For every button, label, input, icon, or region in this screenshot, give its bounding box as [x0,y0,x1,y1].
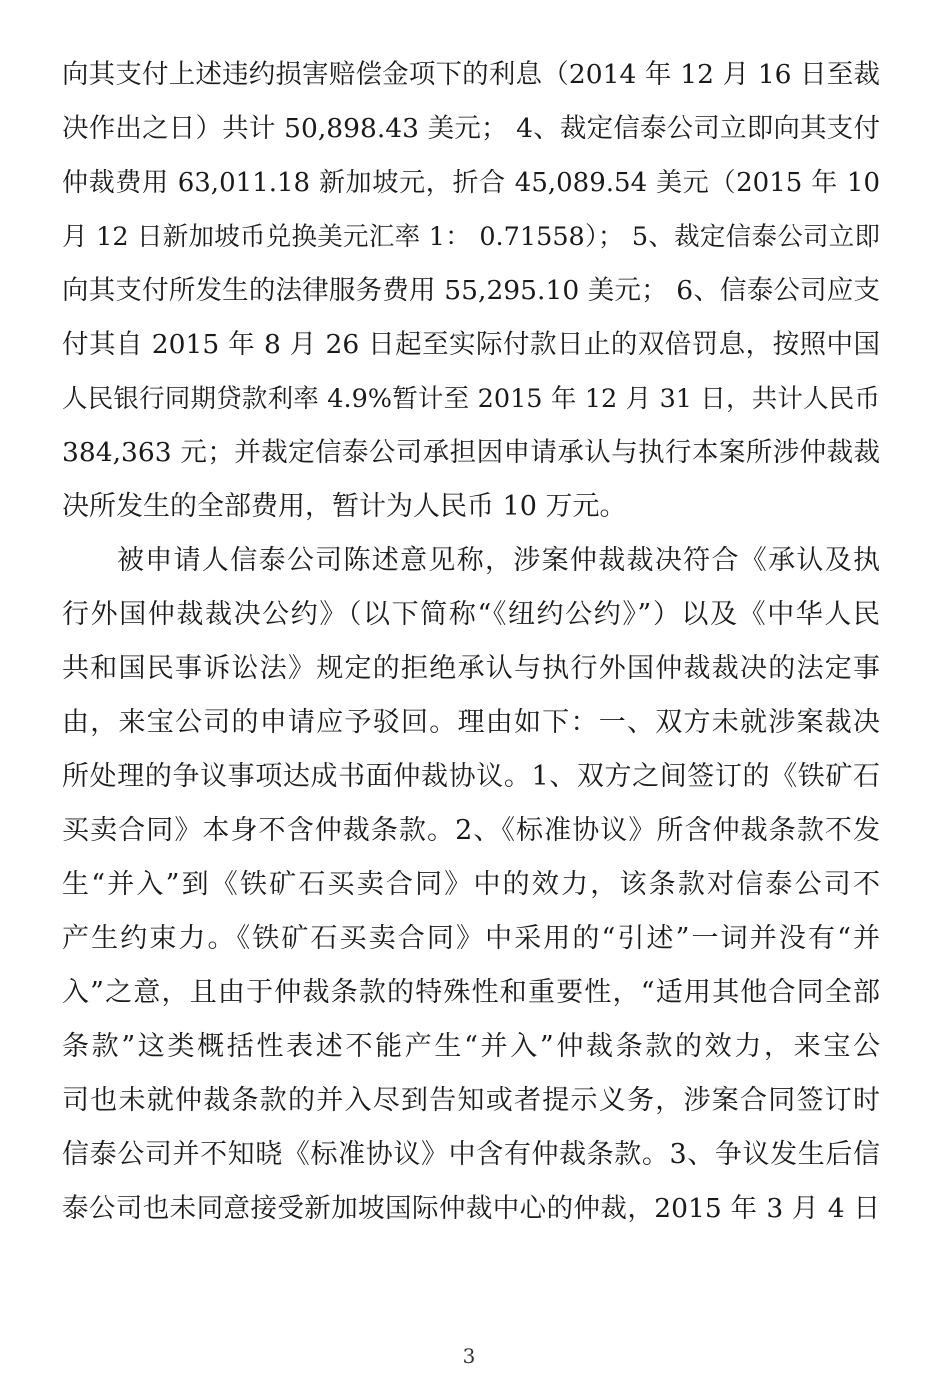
text-line: 仲裁费用 63,011.18 新加坡元，折合 45,089.54 美元（2015 年 10 [62,168,880,198]
text-line: 付其自 2015 年 8 月 26 日起至实际付款日止的双倍罚息，按照中国 [62,329,880,360]
page-number: 3 [462,1344,476,1368]
text-line: 买卖合同》本身不含仲裁条款。2、《标准协议》所含仲裁条款不发 [62,815,880,846]
text-line: 司也未就仲裁条款的并入尽到告知或者提示义务，涉案合同签订时 [62,1085,880,1116]
text-line: 所处理的争议事项达成书面仲裁协议。1、双方之间签订的《铁矿石 [62,761,880,792]
text-line: 人民银行同期贷款利率 4.9%暂计至 2015 年 12 月 31 日，共计人民币 [62,384,880,414]
text-line: 由，来宝公司的申请应予驳回。理由如下：一、双方未就涉案裁决 [62,707,880,738]
paragraph-first-line: 被申请人信泰公司陈述意见称，涉案仲裁裁决符合《承认及执 [117,545,880,576]
text-line: 行外国仲裁裁决公约》（以下简称“《纽约公约》”）以及《中华人民 [62,599,880,630]
text-line: 条款”这类概括性表述不能产生“并入”仲裁条款的效力，来宝公 [62,1031,880,1062]
text-line: 泰公司也未同意接受新加坡国际仲裁中心的仲裁，2015 年 3 月 4 日 [62,1193,880,1224]
text-line: 共和国民事诉讼法》规定的拒绝承认与执行外国仲裁裁决的法定事 [62,653,880,684]
text-line: 月 12 日新加坡币兑换美元汇率 1： 0.71558）； 5、裁定信泰公司立即 [62,222,880,252]
text-line: 入”之意，且由于仲裁条款的特殊性和重要性，“适用其他合同全部 [62,977,880,1008]
text-line: 信泰公司并不知晓《标准协议》中含有仲裁条款。3、争议发生后信 [62,1139,880,1170]
text-line: 向其支付上述违约损害赔偿金项下的利息（2014 年 12 月 16 日至裁 [62,59,880,90]
text-line: 生“并入”到《铁矿石买卖合同》中的效力，该条款对信泰公司不 [62,869,880,900]
text-line: 决作出之日）共计 50,898.43 美元； 4、裁定信泰公司立即向其支付 [62,113,880,144]
text-line: 向其支付所发生的法律服务费用 55,295.10 美元； 6、信泰公司应支 [62,275,880,306]
text-line: 决所发生的全部费用，暂计为人民币 10 万元。 [62,491,627,522]
text-line: 384,363 元；并裁定信泰公司承担因申请承认与执行本案所涉仲裁裁 [62,437,880,468]
text-line: 产生约束力。《铁矿石买卖合同》中采用的“引述”一词并没有“并 [62,923,880,954]
